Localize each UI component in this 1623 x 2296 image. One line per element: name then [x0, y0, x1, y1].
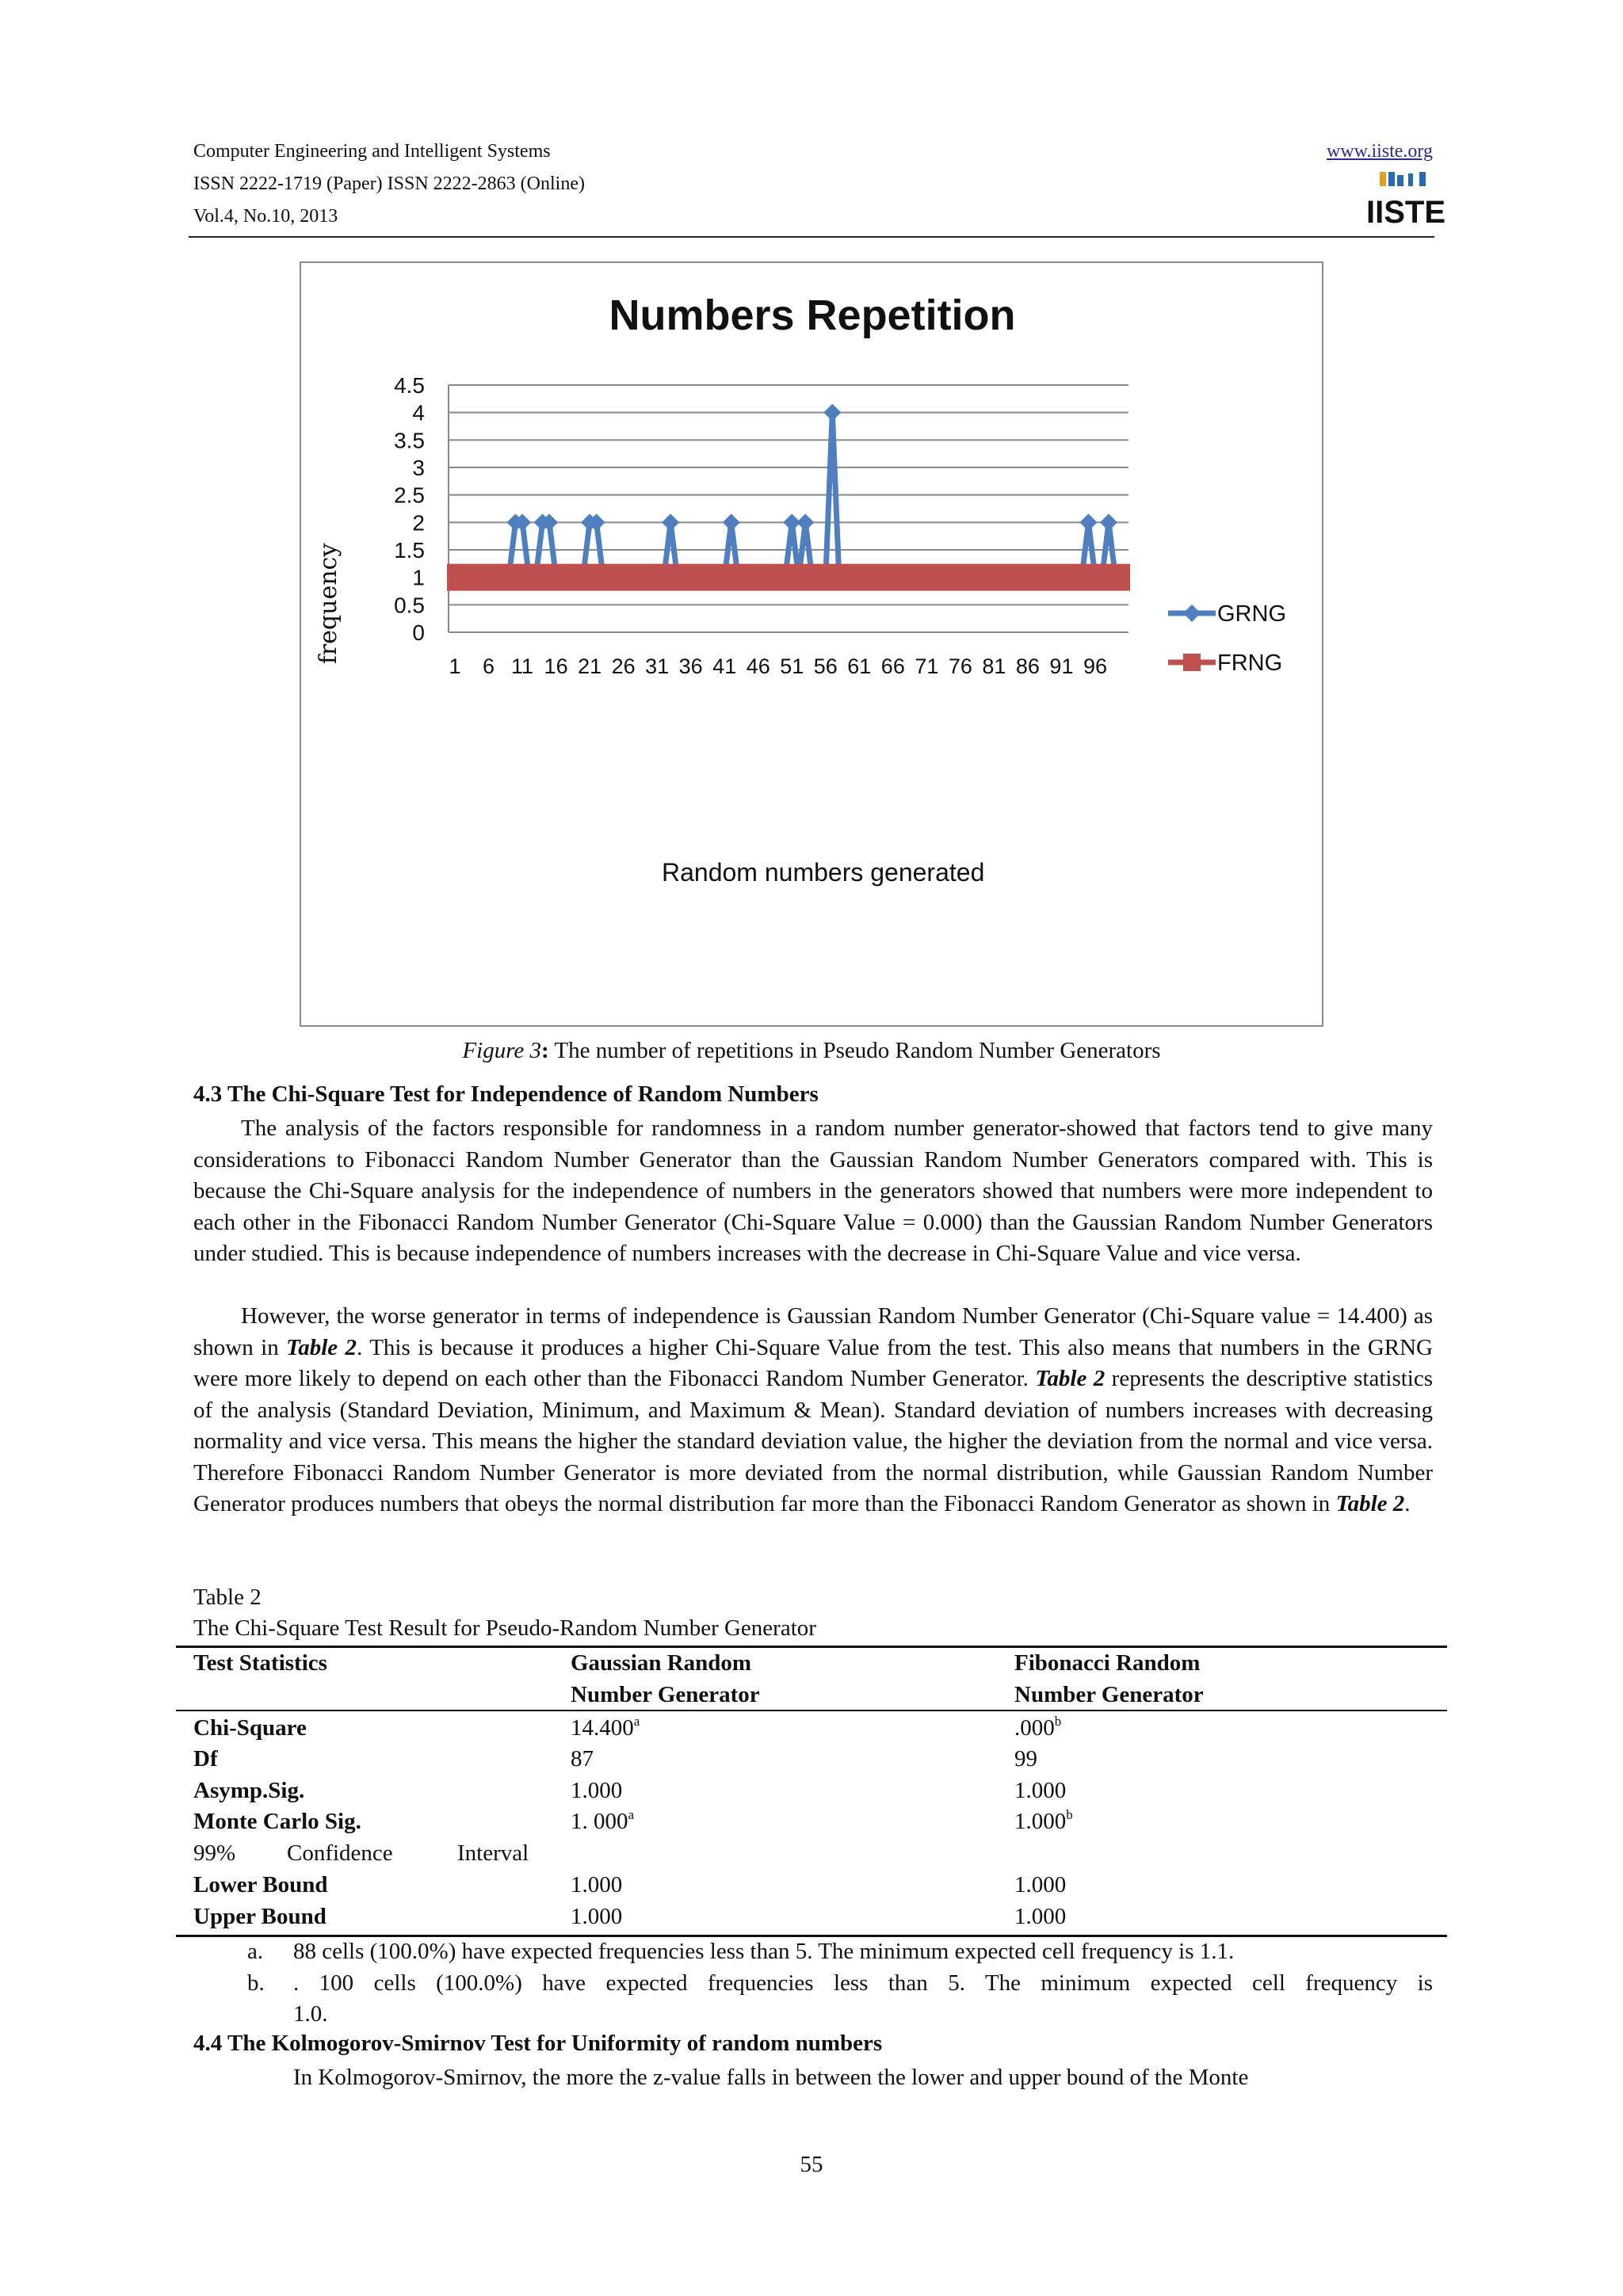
x-tick-label: 41 — [712, 654, 737, 678]
table-header-rule — [176, 1710, 1447, 1711]
y-tick-label: 1 — [412, 565, 425, 590]
y-tick-label: 0 — [412, 620, 425, 645]
cell-fibonacci: .000$^b$ — [1014, 1714, 1062, 1741]
figure-caption-text: The number of repetitions in Pseudo Random Number Generators — [548, 1038, 1161, 1063]
cell-gaussian: 87 — [571, 1746, 594, 1772]
x-tick-label: 96 — [1083, 654, 1108, 678]
legend-label: GRNG — [1217, 601, 1286, 627]
x-tick-label: 21 — [578, 654, 602, 678]
x-tick-label: 91 — [1049, 654, 1074, 678]
table-top-rule — [176, 1646, 1447, 1648]
y-tick-label: 3 — [412, 456, 425, 480]
cell-fibonacci: 99 — [1014, 1746, 1037, 1772]
x-tick-label: 56 — [813, 654, 838, 678]
y-tick-label: 1.5 — [394, 538, 425, 563]
section-4-3-heading: 4.3 The Chi-Square Test for Independence of Random Numbers — [193, 1081, 819, 1107]
row-label-asymp-sig: Asymp.Sig. — [193, 1778, 305, 1803]
figure-caption — [189, 1038, 1434, 1064]
figure-sep: : — [541, 1038, 549, 1063]
y-tick-label: 2.5 — [394, 482, 425, 508]
row-label-chi-square: Chi-Square — [193, 1715, 307, 1741]
cell-gaussian: 1.000 — [571, 1872, 623, 1897]
legend-marker — [1183, 605, 1201, 622]
p2-text-b: . This is because it produces a higher Chi-Square Value from the test. This also means that numbers in the GRNG were more likely to depend on each other than the Fibonacci Random Number Generator. — [193, 1334, 1433, 1391]
x-tick-label: 36 — [678, 654, 703, 678]
note-b-cont: 1.0. — [293, 2001, 328, 2027]
p1-text: The analysis of the factors responsible for randomness in a random number generator-showed that factors tend to give many considerations to Fibonacci Random Number Generator than the Gaussian Random Number Generators compared with. This is because the Chi-Square analysis for the independence of numbers in the generators showed that numbers were more independent to each other in the Fibonacci Random Number Generator (Chi-Square Value = 0.000) than the Gaussian Random Number Generators under studied. This is because independence of numbers increases with the decrease in Chi-Square Value and vice versa. — [193, 1116, 1433, 1266]
y-tick-label: 3.5 — [394, 428, 425, 453]
p2-text-a: However, the worse generator in terms of independence is Gaussian Random Number Generator (Chi-Square value = 14.400) as shown in — [193, 1303, 1433, 1360]
table-header-fibonacci: Fibonacci Random Number Generator — [1014, 1650, 1204, 1707]
x-tick-label: 31 — [645, 654, 670, 678]
cell-gaussian: 14.400$^a$ — [571, 1714, 640, 1741]
cell-gaussian: 1.000 — [571, 1778, 623, 1803]
svg-text:IISTE: IISTE — [1365, 195, 1446, 230]
volume-line: Vol.4, No.10, 2013 — [193, 206, 338, 227]
note-mark-b: b. — [247, 1970, 265, 1996]
x-tick-label: 26 — [611, 654, 636, 678]
legend-label: FRNG — [1217, 650, 1283, 676]
ci-word: Interval — [457, 1840, 529, 1866]
section-4-3-paragraph-1 — [193, 1113, 1433, 1270]
section-4-3-paragraph-2 — [193, 1301, 1433, 1520]
journal-name: Computer Engineering and Intelligent Systems — [193, 141, 551, 162]
x-tick-label: 61 — [847, 654, 872, 678]
x-tick-label: 71 — [915, 654, 939, 678]
x-tick-label: 76 — [948, 654, 972, 678]
grng-point — [662, 513, 679, 531]
cell-gaussian: 1.000 — [571, 1904, 623, 1929]
issn-line: ISSN 2222-1719 (Paper) ISSN 2222-2863 (Online) — [193, 174, 585, 194]
cell-fibonacci: 1.000 — [1014, 1904, 1067, 1929]
figure-label: Figure 3 — [462, 1038, 542, 1063]
row-label-monte-carlo: Monte Carlo Sig. — [193, 1809, 361, 1834]
grng-point — [1079, 513, 1097, 531]
y-tick-label: 4.5 — [394, 373, 425, 398]
iiste-logo — [1365, 170, 1446, 230]
table-title: The Chi-Square Test Result for Pseudo-Random Number Generator — [193, 1615, 816, 1641]
x-tick-label: 86 — [1015, 654, 1040, 678]
x-tick-label: 51 — [780, 654, 804, 678]
table-ref: Table 2 — [1035, 1366, 1106, 1391]
ci-word: 99% — [193, 1840, 236, 1866]
x-axis-label: Random numbers generated — [662, 858, 985, 887]
x-tick-label: 6 — [483, 654, 495, 678]
x-tick-label: 66 — [880, 654, 905, 678]
header-rule — [189, 236, 1434, 238]
x-tick-label: 81 — [982, 654, 1006, 678]
section-4-4-paragraph: In Kolmogorov-Smirnov, the more the z-value falls in between the lower and upper bound of the Monte — [293, 2065, 1249, 2090]
website-link[interactable]: www.iiste.org — [1327, 141, 1433, 162]
table-label: Table 2 — [193, 1585, 262, 1610]
table-header-gaussian: Gaussian Random Number Generator — [571, 1650, 760, 1707]
row-label-upper-bound: Upper Bound — [193, 1904, 327, 1929]
grng-point — [1100, 513, 1117, 531]
table-ref: Table 2 — [1335, 1491, 1405, 1516]
x-tick-label: 16 — [544, 654, 568, 678]
row-label-lower-bound: Lower Bound — [193, 1872, 328, 1897]
row-label-df: Df — [193, 1746, 218, 1772]
cell-fibonacci: 1.000 — [1014, 1872, 1067, 1897]
y-tick-label: 4 — [412, 400, 425, 425]
page-number: 55 — [800, 2152, 823, 2177]
cell-fibonacci: 1.000 — [1014, 1778, 1067, 1803]
x-tick-label: 1 — [449, 654, 461, 678]
chart-title: Numbers Repetition — [609, 292, 1016, 339]
note-mark-a: a. — [247, 1939, 264, 1964]
grng-point — [823, 404, 841, 421]
y-axis-label: frequency — [315, 543, 342, 665]
legend-marker — [1183, 654, 1201, 671]
grng-point — [723, 513, 740, 531]
section-4-4-heading: 4.4 The Kolmogorov-Smirnov Test for Uniformity of random numbers — [193, 2031, 883, 2056]
numbers-repetition-chart — [301, 263, 1322, 1025]
x-tick-label: 46 — [746, 654, 770, 678]
grng-point — [796, 513, 814, 531]
cell-gaussian: 1. 000$^a$ — [571, 1807, 635, 1834]
chart-frame — [300, 261, 1323, 1027]
frng-line — [447, 564, 1130, 591]
table-header-test-statistics: Test Statistics — [193, 1650, 327, 1676]
y-tick-label: 0.5 — [394, 593, 425, 618]
p2-text-d: . — [1404, 1491, 1411, 1516]
cell-fibonacci: 1.000$^b$ — [1014, 1807, 1073, 1834]
x-tick-label: 11 — [511, 654, 534, 678]
p2-text-c: represents the descriptive statistics of the analysis (Standard Deviation, Minimum, and Maximum & Mean). Standard deviation of numbers increases with decreasing normality and vice versa. This means the higher the standard deviation value, the higher the deviation from the normal and vice versa. Therefore Fibonacci Random Number Generator is more deviated from the normal distribution, while Gaussian Random Number Generator produces numbers that obeys the normal distribution far more than the Fibonacci Random Generator as shown in — [193, 1366, 1433, 1516]
note-a-text: 88 cells (100.0%) have expected frequencies less than 5. The minimum expected cell frequency is 1.1. — [293, 1939, 1235, 1964]
table-ref: Table 2 — [286, 1334, 357, 1360]
y-tick-label: 2 — [412, 510, 425, 536]
note-b-text: . 100 cells (100.0%) have expected frequencies less than 5. The minimum expected cell frequency is — [293, 1970, 1433, 1996]
ci-word: Confidence — [287, 1840, 393, 1866]
